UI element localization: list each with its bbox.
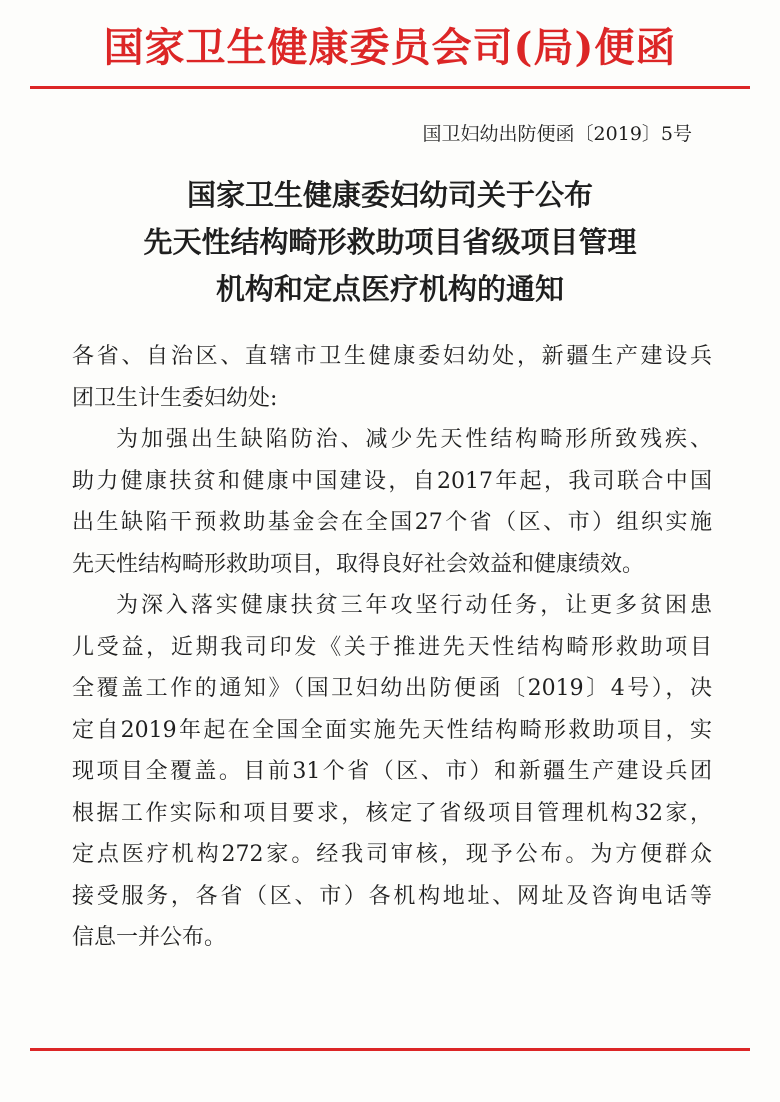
document-title-line-2: 先天性结构畸形救助项目省级项目管理 — [143, 225, 637, 259]
footer-red-rule-line — [30, 1048, 750, 1051]
letterhead-title: 国家卫生健康委员会司(局)便函 — [103, 24, 677, 71]
paragraph-1-line-4: 先天性结构畸形救助项目，取得良好社会效益和健康绩效。 — [72, 551, 645, 577]
salutation-line-1: 各省、自治区、直辖市卫生健康委妇幼处，新疆生产建设兵 — [72, 344, 712, 369]
document-body — [72, 336, 712, 959]
salutation-line-2: 团卫生计生委妇幼处: — [72, 385, 278, 411]
paragraph-2-line-7: 定点医疗机构272家。经我司审核，现予公布。为方便群众 — [72, 842, 712, 867]
paragraph-2-line-6: 根据工作实际和项目要求，核定了省级项目管理机构32家， — [72, 800, 712, 826]
document-title-line-1: 国家卫生健康委妇幼司关于公布 — [186, 178, 593, 212]
paragraph-2-line-8: 接受服务，各省（区、市）各机构地址、网址及咨询电话等 — [72, 883, 712, 909]
paragraph-2-line-2: 儿受益，近期我司印发《关于推进先天性结构畸形救助项目 — [72, 634, 712, 660]
letterhead-red-rule — [30, 86, 750, 89]
document-title-line-3: 机构和定点医疗机构的通知 — [215, 272, 564, 306]
paragraph-2-line-1: 为深入落实健康扶贫三年攻坚行动任务，让更多贫困患 — [116, 593, 712, 618]
paragraph-2-line-3: 全覆盖工作的通知》（国卫妇幼出防便函〔2019〕4号），决 — [72, 676, 712, 701]
document-title — [40, 172, 740, 313]
paragraph-1-line-1: 为加强出生缺陷防治、减少先天性结构畸形所致残疾、 — [116, 427, 712, 452]
paragraph-2-line-4: 定自2019年起在全国全面实施先天性结构畸形救助项目，实 — [72, 717, 712, 743]
footer-red-rule — [30, 1048, 750, 1051]
letterhead-red-rule-line — [30, 86, 750, 89]
paragraph-2-line-9: 信息一并公布。 — [72, 925, 227, 950]
paragraph-2-line-5: 现项目全覆盖。目前31个省（区、市）和新疆生产建设兵团 — [72, 759, 712, 784]
paragraph-1-line-2: 助力健康扶贫和健康中国建设，自2017年起，我司联合中国 — [72, 468, 712, 494]
paragraph-1-line-3: 出生缺陷干预救助基金会在全国27个省（区、市）组织实施 — [72, 510, 712, 535]
document-number: 国卫妇幼出防便函〔2019〕5号 — [422, 123, 692, 145]
